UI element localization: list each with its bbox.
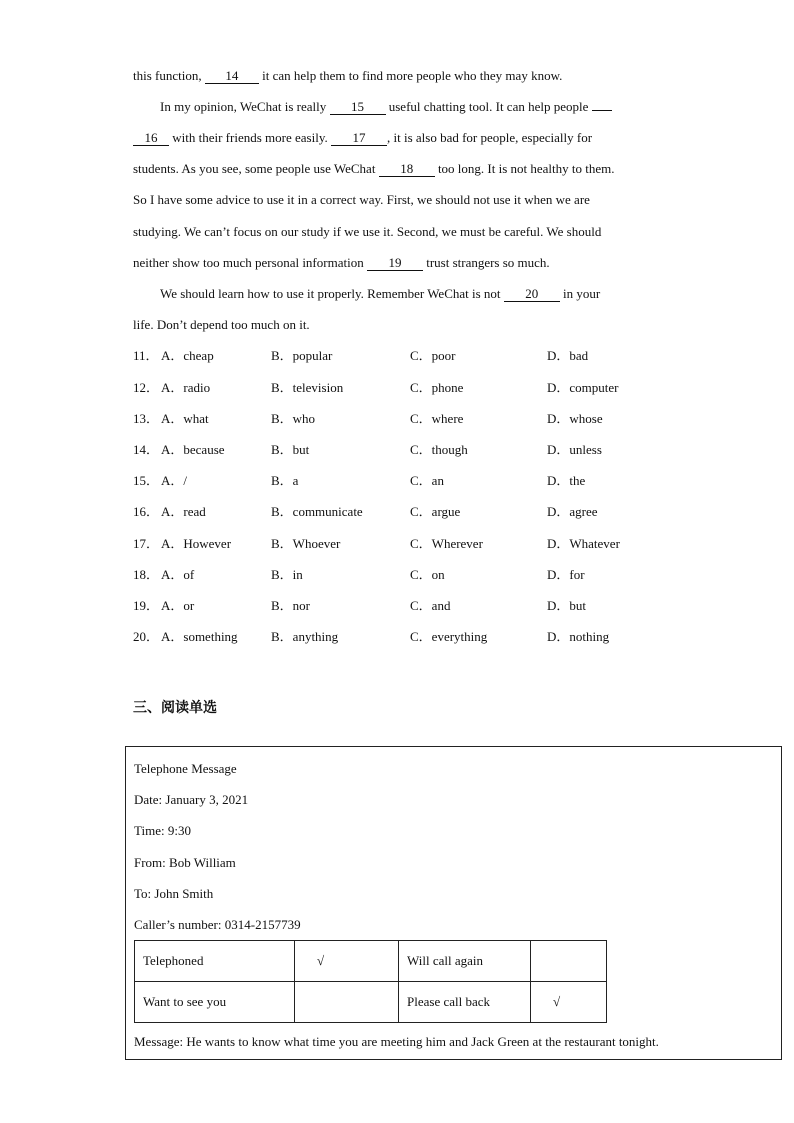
option-b[interactable]: B．but	[271, 442, 310, 457]
passage-line: So I have some advice to use it in a correct way. First, we should not use it when we are	[133, 192, 590, 207]
question-number: 20．	[133, 629, 160, 644]
question-number: 13．	[133, 411, 160, 426]
blank-15: 15	[330, 100, 386, 115]
option-a[interactable]: A．of	[161, 567, 195, 582]
telephoned-checkmark: √	[295, 941, 399, 982]
question-number: 18．	[133, 567, 160, 582]
option-c[interactable]: C．though	[410, 442, 468, 457]
option-c[interactable]: C．where	[410, 411, 464, 426]
blank-19: 19	[367, 256, 423, 271]
option-b[interactable]: B．popular	[271, 348, 333, 363]
option-b[interactable]: B．a	[271, 473, 299, 488]
blank-20: 20	[504, 287, 560, 302]
option-d[interactable]: D．agree	[547, 504, 598, 519]
option-d[interactable]: D．the	[547, 473, 586, 488]
option-c[interactable]: C．an	[410, 473, 444, 488]
passage-line: In my opinion, WeChat is really 15 useful chatting tool. It can help people	[160, 99, 612, 115]
question-number: 16．	[133, 504, 160, 519]
option-a[interactable]: A．read	[161, 504, 206, 519]
option-a[interactable]: A．or	[161, 598, 195, 613]
option-b[interactable]: B．nor	[271, 598, 311, 613]
question-number: 14．	[133, 442, 160, 457]
blank-16-start	[592, 110, 612, 111]
passage-line: students. As you see, some people use WeChat 18 too long. It is not healthy to them.	[133, 161, 615, 176]
question-number: 11．	[133, 348, 159, 363]
please-call-back-checkmark: √	[531, 982, 607, 1023]
please-call-back-label: Please call back	[399, 982, 531, 1023]
option-a[interactable]: A．radio	[161, 380, 211, 395]
option-c[interactable]: C．poor	[410, 348, 456, 363]
will-call-again-label: Will call again	[399, 941, 531, 982]
option-c[interactable]: C．phone	[410, 380, 464, 395]
passage-line: studying. We can’t focus on our study if we use it. Second, we must be careful. We should	[133, 224, 602, 239]
option-c[interactable]: C．on	[410, 567, 445, 582]
passage-line: neither show too much personal information 19 trust strangers so much.	[133, 255, 550, 270]
option-b[interactable]: B．in	[271, 567, 303, 582]
option-a[interactable]: A．However	[161, 536, 232, 551]
option-b[interactable]: B．who	[271, 411, 316, 426]
question-number: 19．	[133, 598, 160, 613]
passage-line: 16 with their friends more easily. 17 , it is also bad for people, especially for	[133, 130, 592, 146]
option-b[interactable]: B．communicate	[271, 504, 363, 519]
option-b[interactable]: B．anything	[271, 629, 339, 644]
option-d[interactable]: D．whose	[547, 411, 603, 426]
option-d[interactable]: D．but	[547, 598, 587, 613]
option-c[interactable]: C．and	[410, 598, 451, 613]
option-d[interactable]: D．computer	[547, 380, 619, 395]
option-a[interactable]: A．something	[161, 629, 238, 644]
question-number: 12．	[133, 380, 160, 395]
blank-17: 17	[331, 131, 387, 146]
message-text: Message: He wants to know what time you are meeting him and Jack Green at the restaurant tonight.	[134, 1034, 659, 1049]
passage-line: life. Don’t depend too much on it.	[133, 317, 310, 332]
option-d[interactable]: D．for	[547, 567, 585, 582]
option-d[interactable]: D．unless	[547, 442, 602, 457]
question-number: 15．	[133, 473, 160, 488]
blank-16: 16	[133, 131, 169, 146]
option-b[interactable]: B．television	[271, 380, 344, 395]
message-caller-number: Caller’s number: 0314-2157739	[134, 917, 301, 932]
message-checklist-table	[134, 940, 607, 1023]
option-a[interactable]: A．/	[161, 473, 188, 488]
blank-18: 18	[379, 162, 435, 177]
option-a[interactable]: A．because	[161, 442, 225, 457]
option-d[interactable]: D．Whatever	[547, 536, 620, 551]
option-c[interactable]: C．argue	[410, 504, 461, 519]
option-c[interactable]: C．Wherever	[410, 536, 483, 551]
option-a[interactable]: A．cheap	[161, 348, 214, 363]
blank-14: 14	[205, 69, 259, 84]
will-call-again-checkmark	[531, 941, 607, 982]
passage-line: this function, 14 it can help them to find more people who they may know.	[133, 68, 563, 83]
table-row	[135, 982, 607, 1023]
message-from: From: Bob William	[134, 855, 236, 870]
message-to: To: John Smith	[134, 886, 214, 901]
option-b[interactable]: B．Whoever	[271, 536, 341, 551]
message-time: Time: 9:30	[134, 823, 191, 838]
message-date: Date: January 3, 2021	[134, 792, 249, 807]
option-a[interactable]: A．what	[161, 411, 209, 426]
section-title: 三、阅读单选	[133, 700, 217, 716]
option-d[interactable]: D．bad	[547, 348, 589, 363]
option-c[interactable]: C．everything	[410, 629, 488, 644]
want-to-see-you-checkmark	[295, 982, 399, 1023]
option-d[interactable]: D．nothing	[547, 629, 610, 644]
message-title: Telephone Message	[134, 761, 237, 776]
question-number: 17．	[133, 536, 160, 551]
table-row	[135, 941, 607, 982]
telephoned-label: Telephoned	[135, 941, 295, 982]
telephone-message-box	[125, 746, 782, 1060]
passage-line: We should learn how to use it properly. Remember WeChat is not 20 in your	[160, 286, 601, 301]
want-to-see-you-label: Want to see you	[135, 982, 295, 1023]
